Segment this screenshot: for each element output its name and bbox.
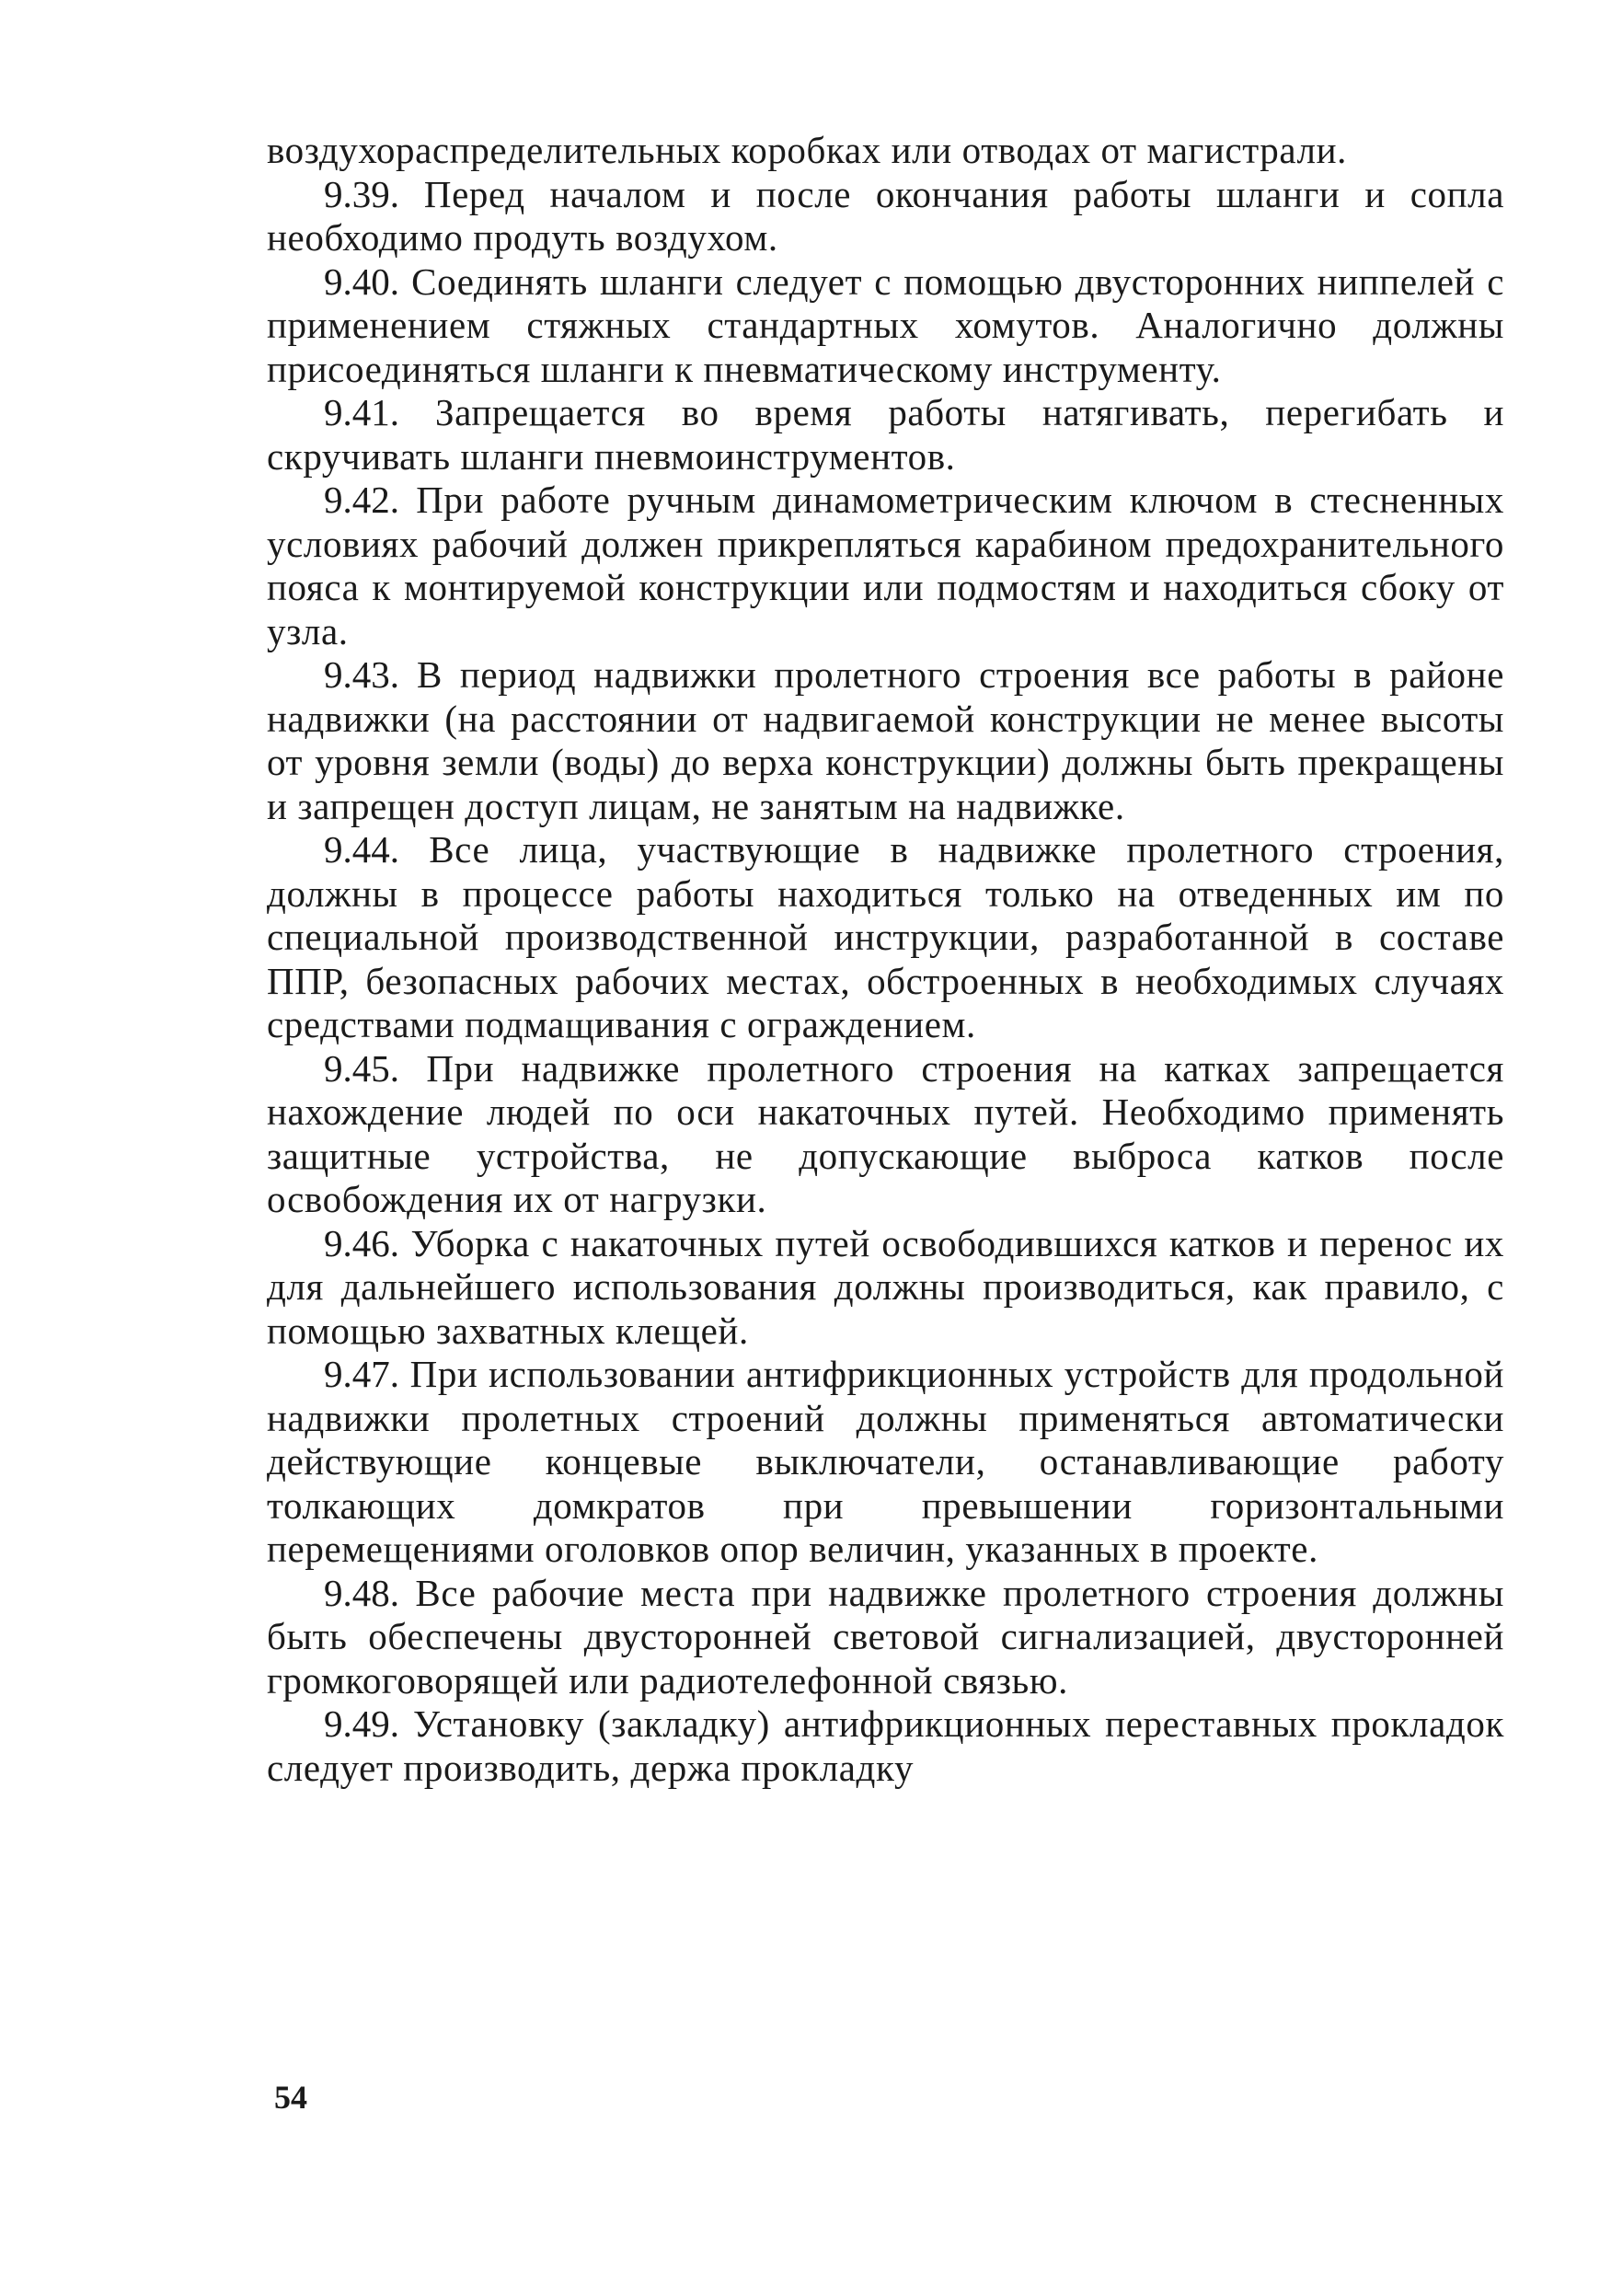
item-number: 9.49. [324,1702,399,1745]
item-number: 9.44. [324,828,399,871]
paragraph-text: При работе ручным динамометрическим ключом в стесненных условиях рабочий должен прикрепляться карабином предохранительного пояса к монтируемой конструкции или подмостям и находиться сбоку от узла. [267,479,1504,652]
paragraph-text: Уборка с накаточных путей освободившихся катков и перенос их для дальнейшего использования должны производиться, как правило, с помощью захватных клещей. [267,1221,1504,1352]
item-number: 9.45. [324,1046,399,1090]
paragraph-9-48 [267,1572,1504,1703]
paragraph-9-41 [267,391,1504,479]
paragraph-text: Установку (закладку) антифрикционных переставных прокладок следует производить, держа прокладку [267,1702,1504,1789]
item-number: 9.40. [324,260,399,303]
paragraph-9-45 [267,1047,1504,1222]
paragraph-text: Перед началом и после окончания работы шланги и сопла необходимо продуть воздухом. [267,172,1505,259]
paragraph-text: воздухораспределительных коробках или отводах от магистрали. [267,129,1347,171]
item-number: 9.42. [324,479,399,521]
paragraph-text: Соединять шланги следует с помощью двусторонних ниппелей с применением стяжных стандартных хомутов. Аналогично должны присоединяться шланги к пневматическому инструменту. [267,260,1504,390]
paragraph-9-49 [267,1702,1504,1790]
paragraph-9-42 [267,479,1504,653]
item-number: 9.46. [324,1221,399,1264]
paragraph-9-43 [267,653,1504,828]
item-number: 9.43. [324,653,399,696]
paragraph-9-40 [267,260,1504,392]
paragraph-text: При надвижке пролетного строения на катках запрещается нахождение людей по оси накаточных путей. Необходимо применять защитные устройства, не допускающие выброса катков после освобождения их от нагрузки. [267,1046,1504,1220]
paragraph-9-44 [267,828,1504,1047]
document-body [267,129,1504,1790]
paragraph-text: В период надвижки пролетного строения все работы в районе надвижки (на расстоянии от надвигаемой конструкции не менее высоты от уровня земли (воды) до верха конструкции) должны быть прекращены и запрещен доступ лицам, не занятым на надвижке. [267,653,1504,827]
item-number: 9.48. [324,1571,399,1614]
item-number: 9.41. [324,391,399,433]
paragraph-9-47 [267,1353,1504,1572]
paragraph-text: Все лица, участвующие в надвижке пролетного строения, должны в процессе работы находиться только на отведенных им по специальной производственной инструкции, разработанной в составе ППР, безопасных рабочих местах, обстроенных в необходимых случаях средствами подмащивания с ограждением. [267,828,1504,1045]
paragraph-continuation [267,129,1504,173]
page-number: 54 [274,2079,307,2116]
paragraph-text: Запрещается во время работы натягивать, перегибать и скручивать шланги пневмоинструментов. [267,391,1504,478]
paragraph-9-39 [267,173,1504,260]
paragraph-text: При использовании антифрикционных устройств для продольной надвижки пролетных строений должны применяться автоматически действующие концевые выключатели, останавливающие работу толкающих домкратов при превышении горизонтальными перемещениями оголовков опор величин, указанных в проекте. [267,1353,1504,1570]
item-number: 9.47. [324,1353,399,1395]
item-number: 9.39. [324,172,399,215]
paragraph-9-46 [267,1222,1504,1354]
paragraph-text: Все рабочие места при надвижке пролетного строения должны быть обеспечены двусторонней световой сигнализацией, двусторонней громкоговорящей или радиотелефонной связью. [267,1571,1504,1702]
